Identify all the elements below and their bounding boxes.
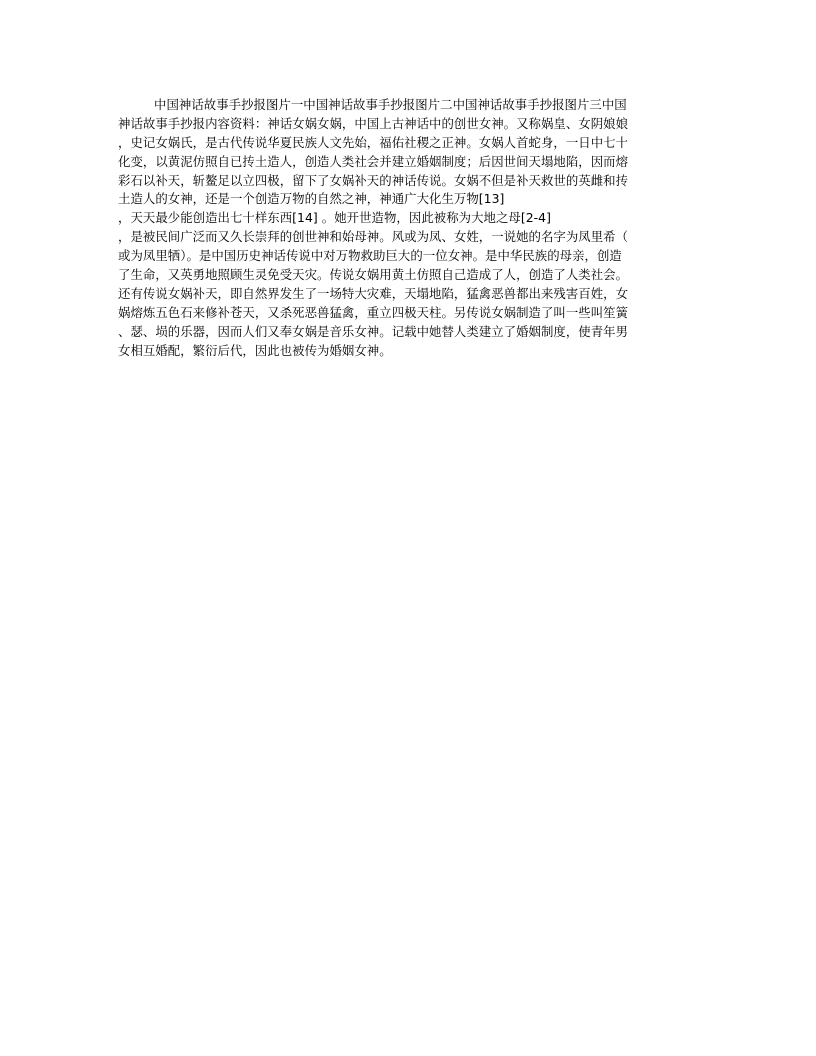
text-line: 中国神话故事手抄报图片一中国神话故事手抄报图片二中国神话故事手抄报图片三中国 bbox=[154, 97, 627, 112]
text-line: ，是被民间广泛而又久长崇拜的创世神和始母神。风或为凤、女姓，一说她的名字为凤里希（ bbox=[118, 229, 629, 245]
text-line: ，史记女娲氏，是古代传说华夏民族人文先始，福佑社稷之正神。女娲人首蛇身，一日中七十 bbox=[118, 134, 629, 150]
text-line: 神话故事手抄报内容资料：神话女娲女娲，中国上古神话中的创世女神。又称娲皇、女阴娘娘 bbox=[118, 115, 629, 131]
text-line: 或为凤里牺）。是中国历史神话传说中对万物救助巨大的一位女神。是中华民族的母亲，创造 bbox=[118, 248, 622, 264]
text-line: 娲熔炼五色石来修补苍天，又杀死恶兽猛禽，重立四极天柱。另传说女娲制造了叫一些叫笙簧 bbox=[118, 304, 629, 320]
text-line: 女相互婚配，繁衍后代，因此也被传为婚姻女神。 bbox=[118, 342, 392, 358]
text-line: 了生命，又英勇地照顾生灵免受天灾。传说女娲用黄土仿照自己造成了人，创造了人类社会。 bbox=[118, 267, 629, 283]
text-line: 、瑟、埙的乐器，因而人们又奉女娲是音乐女神。记载中她替人类建立了婚姻制度，使青年男 bbox=[118, 323, 629, 339]
article-body bbox=[118, 96, 698, 360]
text-line: 还有传说女娲补天，即自然界发生了一场特大灾难，天塌地陷，猛禽恶兽都出来残害百姓，女 bbox=[118, 285, 629, 301]
text-line: 土造人的女神，还是一个创造万物的自然之神，神通广大化生万物[13] bbox=[118, 191, 505, 207]
text-line: ，天天最少能创造出七十样东西[14] 。她开世造物，因此被称为大地之母[2-4] bbox=[118, 210, 551, 226]
text-line: 化变，以黄泥仿照自已抟土造人，创造人类社会并建立婚姻制度；后因世间天塌地陷，因而熔 bbox=[118, 153, 629, 169]
text-line: 彩石以补天，斩鳌足以立四极，留下了女娲补天的神话传说。女娲不但是补天救世的英雌和抟 bbox=[118, 172, 629, 188]
